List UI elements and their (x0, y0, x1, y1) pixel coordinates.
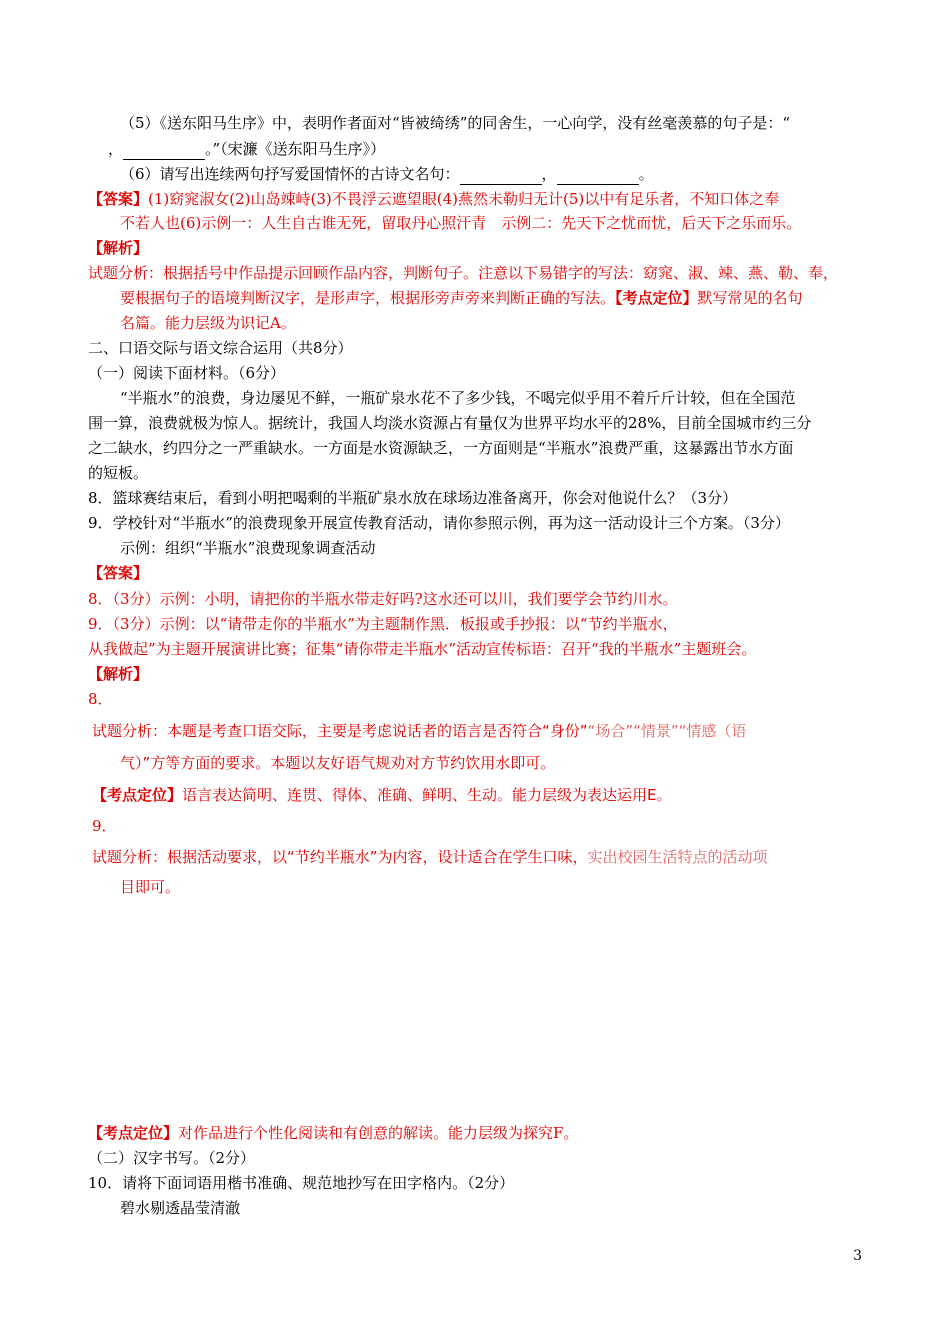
kaodian-2-tag: 【考点定位】 (92, 786, 183, 804)
jiexi-9-number: 9． (92, 817, 117, 835)
answer-8: 8．（3分）示例：小明，请把你的半瓶水带走好吗?这水还可以川，我们要学会节约川水。 (88, 590, 678, 608)
question-9-example: 示例：组织“半瓶水”浪费现象调查活动 (120, 539, 376, 557)
material-para-4: 的短板。 (88, 464, 149, 482)
answer-1-line2: 不若人也(6)示例一：人生自古谁无死，留取丹心照汗青 示例二：先天下之忧而忧，后天下之乐而乐。 (120, 214, 802, 232)
q5-line1: （5）《送东阳马生序》中，表明作者面对“皆被绮绣”的同舍生，一心向学，没有丝毫羡慕的句子是：“ (120, 114, 791, 132)
kaodian-tag: 【考点定位】 (615, 289, 698, 307)
q6-line (120, 163, 654, 185)
material-para-1: “半瓶水”的浪费，身边屡见不鲜，一瓶矿泉水花不了多少钱，不喝完似乎用不着斤斤计较，但在全国范 (120, 389, 796, 407)
q5-line2-pre: ， (108, 140, 124, 158)
q6-pre: （6）请写出连续两句抒写爱国情怀的古诗文名句： (120, 165, 460, 183)
jiexi-1-tag: 【解析】 (88, 239, 149, 257)
jiexi-8-line2: 气）”方等方面的要求。本题以友好语气规劝对方节约饮用水即可。 (120, 754, 556, 772)
jiexi-2-tag: 【解析】 (88, 665, 149, 683)
question-10-words: 碧水剔透晶莹清澈 (120, 1199, 241, 1217)
jiexi-1-line2-post: 默写常见的名句 (697, 289, 803, 307)
kaodian-3-tag: 【考点定位】 (88, 1124, 179, 1142)
answer-1-text1: (1)窈窕淑女(2)山岛竦峙(3)不畏浮云遮望眼(4)燕然未勒归无计(5)以中有足乐者，不知口体之奉 (148, 190, 780, 208)
jiexi-1-line3: 名篇。能力层级为识记A。 (120, 314, 296, 332)
jiexi-1-line2-pre: 要根据句子的语境判断汉字，是形声字，根据形旁声旁来判断正确的写法。 (120, 289, 616, 307)
section-2-sub2: （二）汉字书写。（2分） (88, 1149, 256, 1167)
q5-line2-mid: 。”（宋濂《送东阳马生序》） (205, 140, 386, 158)
answer-9-line2: 从我做起”为主题开展演讲比赛；征集“请你带走半瓶水”活动宣传标语：召开“我的半瓶水”主题班会。 (88, 640, 757, 658)
answer-tag: 【答案】 (88, 190, 149, 208)
answer-2-tag: 【答案】 (88, 564, 149, 582)
q6-post: 。 (638, 165, 654, 183)
section-2-sub1: （一）阅读下面材料。（6分） (88, 364, 286, 382)
jiexi-9-line1 (92, 846, 768, 868)
kaodian-3-line (88, 1122, 578, 1144)
material-para-2: 围一算，浪费就极为惊人。据统计，我国人均淡水资源占有量仅为世界平均水平的28%，目前全国城市约三分 (88, 414, 812, 432)
q6-mid: ， (541, 165, 557, 183)
fill-blank (460, 168, 542, 185)
question-10: 10．请将下面词语用楷书准确、规范地抄写在田字格内。（2分） (88, 1174, 515, 1192)
question-9: 9．学校针对“半瓶水”的浪费现象开展宣传教育活动，请你参照示例，再为这一活动设计三个方案。（3分） (88, 514, 790, 532)
fill-blank (557, 168, 639, 185)
kaodian-3-text: 对作品进行个性化阅读和有创意的解读。能力层级为探究F。 (178, 1124, 579, 1142)
jiexi-8-line1-main: 试题分析：本题是考查口语交际，主要是考虑说话者的语言是否符合“身份” (92, 722, 588, 740)
q5-line2 (108, 138, 385, 160)
jiexi-8-number: 8． (88, 690, 113, 708)
jiexi-1-line1: 试题分析：根据括号中作品提示回顾作品内容，判断句子。注意以下易错字的写法：窈窕、淑、竦、燕、勒、奉， (88, 264, 839, 282)
jiexi-9-line2: 目即可。 (120, 878, 181, 896)
jiexi-8-line1-light: “场合”“情景”“情感（语 (587, 722, 747, 740)
question-8: 8．篮球赛结束后，看到小明把喝剩的半瓶矿泉水放在球场边准备离开，你会对他说什么？（3分） (88, 489, 738, 507)
section-2-title: 二、口语交际与语文综合运用（共8分） (88, 339, 353, 357)
jiexi-9-line1-main: 试题分析：根据活动要求，以“节约半瓶水”为内容，设计适合在学生口味， (92, 848, 588, 866)
jiexi-1-line2 (120, 287, 803, 309)
kaodian-2-line (92, 784, 672, 806)
answer-9-line1: 9．（3分）示例：以“请带走你的半瓶水”为主题制作黑．板报或手抄报：以“节约半瓶水， (88, 615, 678, 633)
kaodian-2-text: 语言表达简明、连贯、得体、准确、鲜明、生动。能力层级为表达运用E。 (182, 786, 672, 804)
material-para-3: 之二缺水，约四分之一严重缺水。一方面是水资源缺乏，一方面则是“半瓶水”浪费严重，这暴露出节水方面 (88, 439, 794, 457)
answer-1-line1 (88, 188, 779, 210)
jiexi-9-line1-light: 实出校园生活特点的活动项 (587, 848, 768, 866)
page-number: 3 (853, 1248, 862, 1264)
jiexi-8-line1 (92, 720, 746, 742)
fill-blank (123, 143, 205, 160)
